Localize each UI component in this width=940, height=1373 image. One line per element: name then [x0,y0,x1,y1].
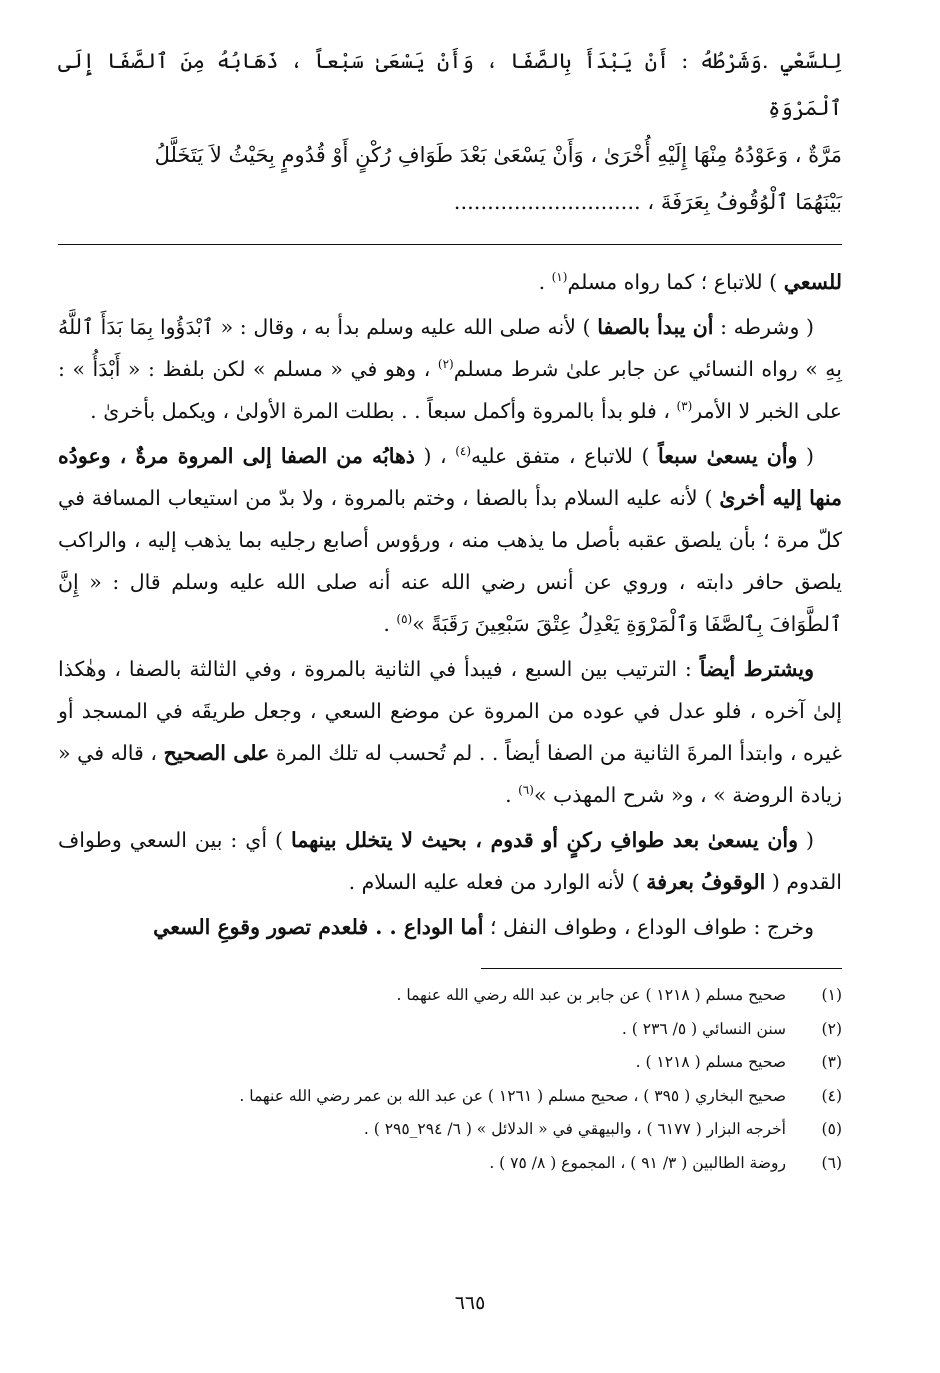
bold-phrase: للسعي [783,270,842,294]
footnote-number: (٦) [821,1153,842,1172]
matn-separator-rule [58,244,842,245]
text-run: ) لأنه صلى الله عليه وسلم بدأ به ، وقال : « ٱبْدَؤُوا بِمَا بَدَأَ ٱللَّهُ بِهِ » رواه النسائي عن جابر علىٰ شرط مسلم [58,315,842,381]
sharh-text [58,261,842,948]
sharh-paragraph-4 [58,648,842,816]
footnote-text: صحيح مسلم ( ١٢١٨ ) عن جابر بن عبد الله رضي الله عنهما . [396,986,786,1004]
text-run: . [538,270,552,294]
matn-line-3 [58,179,842,226]
footnote-item [58,979,842,1013]
footnote-number: (١) [821,986,842,1004]
footnote-ref: (٣) [676,399,693,414]
matn-dots: ............................ [453,190,641,214]
sharh-paragraph-5 [58,819,842,903]
footnote-item [58,1013,842,1047]
footnotes [58,979,842,1180]
bold-phrase: على الصحيح [163,741,270,765]
text-run: ) أي : بين السعي وطواف القدوم ( [58,828,842,894]
sharh-paragraph-3 [58,435,842,645]
text-run: وخرج : طواف الوداع ، وطواف النفل ؛ [483,915,814,939]
footnote-number: (٣) [821,1053,842,1071]
matn-text [58,38,842,226]
footnote-number: (٢) [821,1019,842,1038]
footnote-item [58,1080,842,1114]
footnote-text: صحيح مسلم ( ١٢١٨ ) . [635,1053,786,1071]
book-page [58,38,842,1180]
bold-phrase: ويشترط أيضاً [699,657,814,681]
text-run: . [383,612,397,636]
footnote-ref: (٦) [518,783,534,798]
page-number: ٦٦٥ [454,1292,486,1314]
footnote-ref: (٤) [455,444,472,459]
matn-line-1: لِلسَّعْيِ .وَشَرْطُهُ : أَنْ يَبْدَأَ بِالصَّفَا ، وَأَنْ يَسْعَىٰ سَبْعاً ، ذَهَابُهُ مِنَ ٱلصَّفَا إِلَى ٱلْمَرْوَةِ [58,49,842,120]
text-run: . [505,783,519,807]
matn-line-2: مَرَّةٌ ، وَعَوْدُهُ مِنْهَا إِلَيْهِ أُخْرَىٰ ، وَأَنْ يَسْعَىٰ بَعْدَ طَوَافِ رُكْنٍ أَوْ قُدُومٍ بِحَيْثُ لاَ يَتَخَلَّلُ [154,143,842,167]
sharh-paragraph-1 [58,261,842,303]
footnote-text: سنن النسائي ( ٥/ ٢٣٦ ) . [621,1019,786,1038]
footnote-text: أخرجه البزار ( ٦١٧٧ ) ، والبيهقي في « الدلائل » ( ٦/ ٢٩٤_٢٩٥ ) . [363,1120,786,1138]
text-run: ( [797,444,815,468]
footnote-text: روضة الطالبين ( ٣/ ٩١ ) ، المجموع ( ٨/ ٧٥ ) . [489,1153,786,1172]
footnote-ref: (٢) [437,357,454,372]
bold-phrase: ذهابُه من الصفا إلى المروة مرةٌ ، وعودُه منها إليه أخرىٰ [58,444,842,510]
sharh-paragraph-6 [58,906,842,948]
footnote-item [58,1046,842,1080]
text-run: ) للاتباع ؛ كما رواه مسلم [567,270,784,294]
footnote-item [58,1113,842,1147]
bold-phrase: أما الوداع . . فلعدم تصور وقوعِ السعي [153,915,484,939]
text-run: ، وهو في « مسلم » لكن بلفظ : « أَبْدَأُ » : على الخبر لا الأمر [58,357,842,423]
text-run: ) لأنه عليه السلام بدأ بالصفا ، وختم بالمروة ، ولا بدّ من استيعاب المسافة في كلّ مرة ؛ بأن يلصق عقبه بأصل ما يذهب منه ، ورؤوس أصابع رجليه بما يذهب إليه ، والراكب يلصق حافر دابته ، وروي عن أنس رضي الله عنه أنه صلى الله عليه وسلم قال : « إِنَّ ٱلطَّوَافَ بِٱلصَّفَا وَٱلْمَرْوَةِ يَعْدِلُ عِتْقَ سَبْعِينَ رَقَبَةً » [58,486,842,636]
bold-phrase: وأن يسعىٰ سبعاً [658,444,798,468]
text-run: ، قاله في « زيادة الروضة » ، و« شرح المهذب » [58,741,842,807]
text-run: ) للاتباع ، متفق عليه [471,444,659,468]
text-run: ( [798,828,814,852]
text-run: ) لأنه الوارد من فعله عليه السلام . [348,870,647,894]
sharh-paragraph-2 [58,306,842,432]
bold-phrase: الوقوفُ بعرفة [646,870,766,894]
footnote-number: (٥) [821,1120,842,1138]
bold-phrase: وأن يسعىٰ بعد طوافِ ركنٍ أو قدوم ، بحيث لا يتخلل بينهما [290,828,799,852]
matn-line-3-text: بَيْنَهُمَا ٱلْوُقُوفُ بِعَرَفَةَ ، [647,190,842,214]
text-run: ، ( [414,444,456,468]
footnote-item [58,1147,842,1181]
footnote-ref: (١) [551,270,568,285]
text-run: ( وشرطه : [713,315,814,339]
text-run: ، فلو بدأ بالمروة وأكمل سبعاً . . بطلت المرة الأولىٰ ، ويكمل بأخرىٰ . [90,399,677,423]
footnote-separator-rule [481,968,842,969]
footnote-number: (٤) [821,1086,842,1105]
footnote-ref: (٥) [396,612,413,627]
text-run: : الترتيب بين السبع ، فيبدأ في الثانية بالمروة ، وفي الثالثة بالصفا ، وهٰكذا إلىٰ آخره ، فلو عدل في عوده من المروة عن موضع السعي ، وجعل طريقَه في المسجد أو غيره ، وابتدأ المرةَ الثانية من الصفا أيضاً . . لم تُحسب له تلك المرة [58,657,842,765]
footnote-text: صحيح البخاري ( ٣٩٥ ) ، صحيح مسلم ( ١٢٦١ ) عن عبد الله بن عمر رضي الله عنهما . [239,1086,786,1105]
bold-phrase: أن يبدأ بالصفا [597,315,714,339]
